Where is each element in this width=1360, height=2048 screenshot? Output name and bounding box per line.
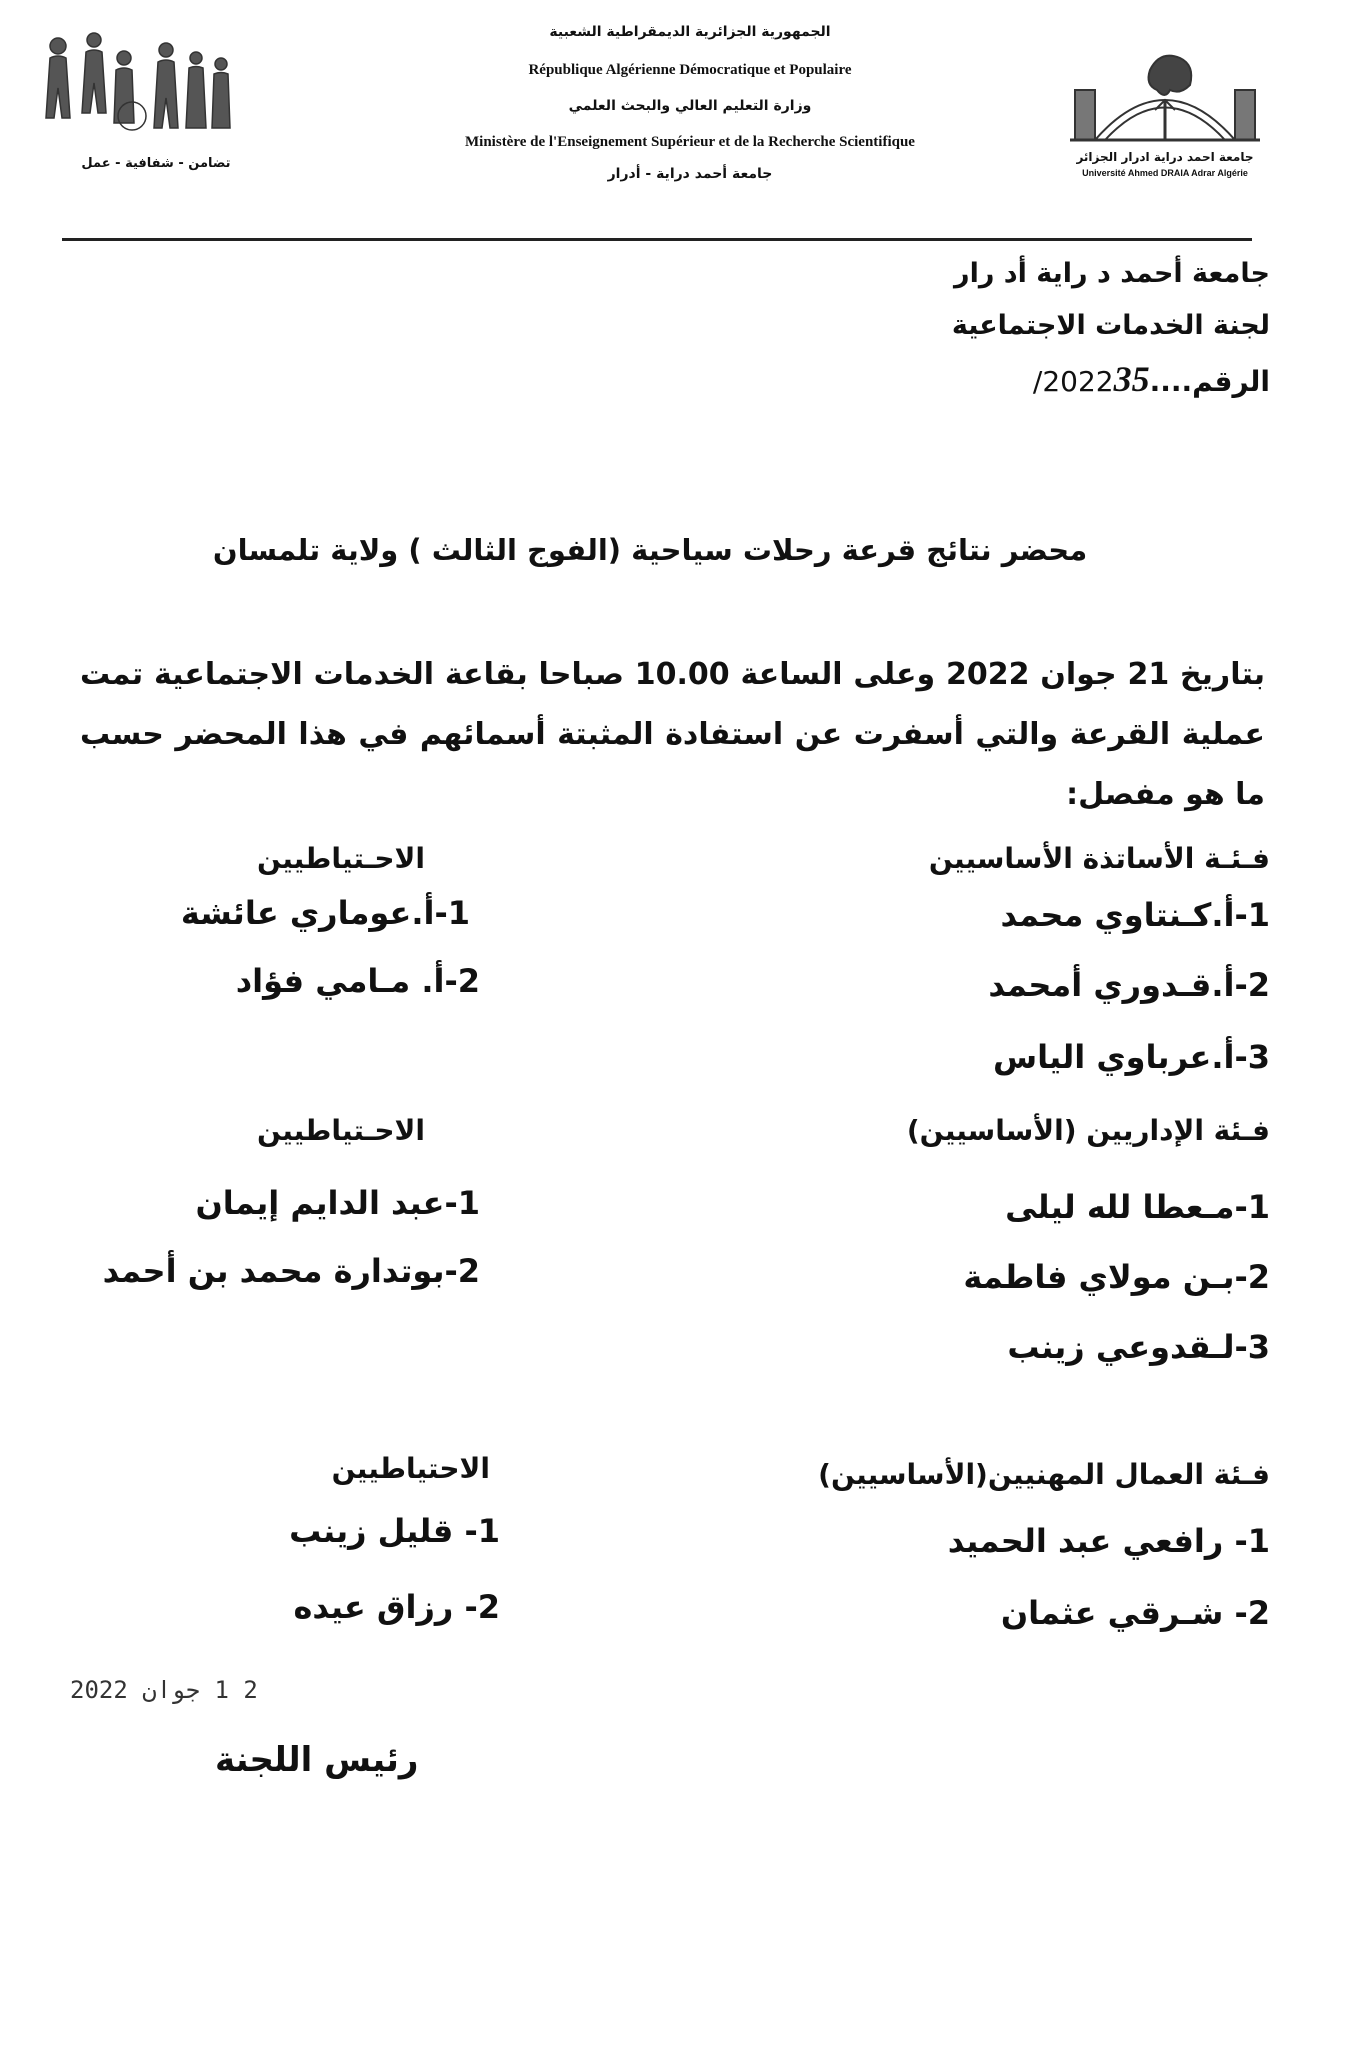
section-1-reserve-2: 2-أ. مـامي فؤاد bbox=[235, 962, 480, 1000]
reference-label: الرقم.... bbox=[1149, 365, 1270, 398]
right-logo bbox=[1050, 40, 1280, 190]
left-logo bbox=[36, 28, 266, 178]
section-2-primary-3: 3-لـقدوعي زينب bbox=[1007, 1328, 1270, 1366]
section-3-primary-1: 1- رافعي عبد الحميد bbox=[947, 1522, 1270, 1560]
signature-title: رئيس اللجنة bbox=[215, 1740, 419, 1780]
section-3-reserve-1: 1- قليل زينب bbox=[289, 1512, 500, 1550]
sender-university: جامعة أحمد د راية أد رار bbox=[954, 258, 1270, 289]
document-title: محضر نتائج قرعة رحلات سياحية (الفوج الثالث ) ولاية تلمسان bbox=[212, 533, 1088, 567]
section-1-reserve-1: 1-أ.عوماري عائشة bbox=[180, 894, 470, 932]
right-logo-caption-fr: Université Ahmed DRAIA Adrar Algérie bbox=[1082, 168, 1248, 178]
section-3-category: فـئة العمال المهنيين(الأساسيين) bbox=[818, 1458, 1270, 1491]
university-ar-header: جامعة أحمد دراية - أدرار bbox=[607, 166, 773, 182]
section-1-primary-3: 3-أ.عرباوي الياس bbox=[992, 1038, 1270, 1076]
reference-number: 35 bbox=[1113, 359, 1150, 399]
section-1-category: فـئـة الأساتذة الأساسيين bbox=[928, 842, 1270, 875]
section-1-reserve-label: الاحـتياطيين bbox=[257, 842, 425, 875]
section-2-reserve-label: الاحـتياطيين bbox=[257, 1114, 425, 1147]
ministry-fr: Ministère de l'Enseignement Supérieur et de la Recherche Scientifique bbox=[465, 134, 915, 150]
section-2-reserve-1: 1-عبد الدايم إيمان bbox=[195, 1184, 480, 1222]
ministry-ar: وزارة التعليم العالي والبحث العلمي bbox=[568, 98, 812, 114]
section-2-primary-1: 1-مـعطا لله ليلى bbox=[1005, 1188, 1270, 1226]
section-1-primary-1: 1-أ.كـنتاوي محمد bbox=[1000, 896, 1270, 934]
section-3-reserve-label: الاحتياطيين bbox=[331, 1452, 490, 1485]
reference-line bbox=[1033, 358, 1270, 400]
left-logo-motto: تضامن - شفافية - عمل bbox=[81, 156, 231, 171]
section-2-reserve-2: 2-بوتدارة محمد بن أحمد bbox=[102, 1252, 480, 1290]
document-body: بتاريخ 21 جوان 2022 وعلى الساعة 10.00 صباحا بقاعة الخدمات الاجتماعية تمت عملية القرعة والتي أسفرت عن استفادة المثبتة أسمائهم في هذا المحضر حسب ما هو مفصل: bbox=[80, 657, 1265, 812]
country-ar: الجمهورية الجزائرية الديمقراطية الشعبية bbox=[549, 24, 831, 40]
reference-year: /2022 bbox=[1032, 365, 1114, 398]
right-logo-caption-ar: جامعة احمد دراية ادرار الجزائر bbox=[1076, 150, 1254, 164]
section-3-reserve-2: 2- رزاق عيده bbox=[293, 1588, 500, 1626]
section-2-category: فـئة الإداريين (الأساسيين) bbox=[906, 1114, 1270, 1147]
country-fr: République Algérienne Démocratique et Populaire bbox=[528, 62, 852, 78]
section-3-primary-2: 2- شـرقي عثمان bbox=[1000, 1594, 1270, 1632]
sender-committee: لجنة الخدمات الاجتماعية bbox=[951, 310, 1270, 341]
header-divider bbox=[62, 238, 1252, 241]
stamp-date: 2 1 جوان 2022 bbox=[70, 1676, 258, 1704]
section-1-primary-2: 2-أ.قـدوري أمحمد bbox=[988, 966, 1270, 1004]
people-logo-icon bbox=[36, 28, 236, 148]
university-emblem-icon bbox=[1065, 40, 1265, 150]
section-2-primary-2: 2-بـن مولاي فاطمة bbox=[963, 1258, 1270, 1296]
